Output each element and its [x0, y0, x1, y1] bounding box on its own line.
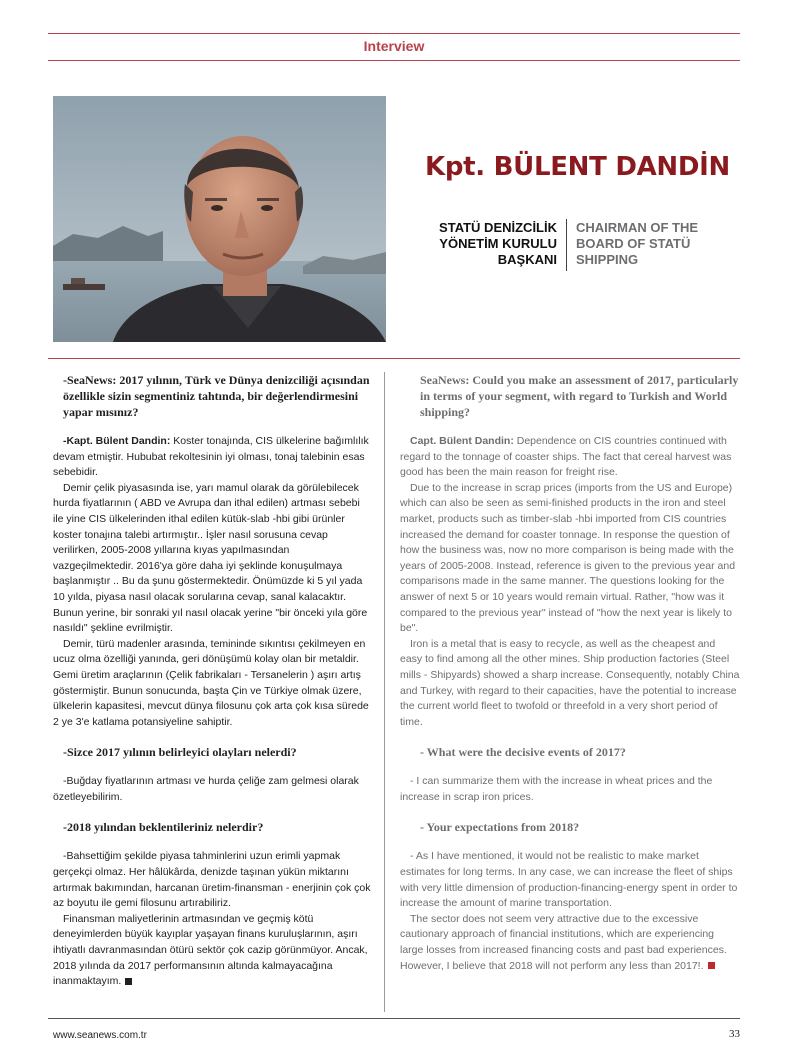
- answer-2-en: [400, 774, 740, 805]
- answer-1-tr: [53, 434, 371, 730]
- answer-paragraph: - I can summarize them with the increase in wheat prices and the increase in scrap iron prices.: [400, 775, 713, 803]
- interviewee-title-tr: [402, 220, 557, 268]
- title-tr-line: BAŞKANI: [497, 252, 557, 267]
- answer-1-en: [400, 434, 740, 730]
- page-number: 33: [729, 1028, 740, 1040]
- question-2-en: - What were the decisive events of 2017?: [420, 745, 626, 760]
- answer-text: Finansman maliyetlerinin artmasından ve geçmiş kötü deneyimlerden büyük kayıplar yaşayan finans kuruluşlarının, aşırı ihtiyatlı davranmasından ötürü sektör çok cazip görünmüyor. Ancak, 2018 yılında da 2017 performansının altında kalmayacağına inanmaktayım.: [53, 912, 368, 988]
- speaker-label: -Kapt. Bülent Dandin:: [63, 435, 171, 447]
- interviewee-name: Kpt. BÜLENT DANDİN: [425, 152, 731, 182]
- answer-paragraph: [53, 912, 371, 990]
- footer-url: www.seanews.com.tr: [53, 1030, 147, 1041]
- title-en-line: SHIPPING: [576, 252, 639, 267]
- title-en-line: CHAIRMAN OF THE: [576, 220, 699, 235]
- question-1-tr: -SeaNews: 2017 yılının, Türk ve Dünya denizciliği açısından özellikle sizin segmentiniz tahtında, bir değerlendirmesini yapar mısınız?: [63, 373, 370, 419]
- answer-paragraph: Demir, türü madenler arasında, temininde sıkıntısı çekilmeyen en ucuz olma özelliği yanında, geri dönüşümü kolay olan bir metaldir. Gemi üretim araçlarının (Çelik fabrikaları - Tersanelerin ) aşırı artış göstermiştir. Bunun sonucunda, başta Çin ve Türkiye olmak üzere, ülkelerin kapasitesi, mevcut dünya filosunu çok arta çok kısa sürede 2 ye 3'e katlama potansiyeline sahiptir.: [53, 637, 369, 728]
- answer-3-en: [400, 849, 740, 974]
- header-bottom-rule: [48, 60, 740, 61]
- question-3-tr: -2018 yılından beklentileriniz nelerdir?: [63, 820, 264, 835]
- footer-rule: [48, 1018, 740, 1019]
- portrait-photo: [53, 96, 386, 342]
- header-top-rule: [48, 33, 740, 34]
- end-mark-icon: [708, 962, 715, 969]
- turkish-column: [53, 372, 371, 1004]
- answer-paragraph: -Buğday fiyatlarının artması ve hurda çeliğe zam gelmesi olarak özetleyebilirim.: [53, 775, 359, 803]
- end-mark-icon: [125, 978, 132, 985]
- answer-paragraph: Demir çelik piyasasında ise, yarı mamul olarak da görülebilecek hurda fiyatlarının ( ABD ve Avrupa dan ithal edilen) artması sebebi ile yine CIS ülkelerinden ithal edilen kütük-slab -hbi gibi ürünler koster tonajına talebi artırmıştır.. İşler nasıl sorusuna cevap verilirken, 2005-2008 yıllarına kıyas yapılmasından vazgeçilmektedir. 2016'ya göre daha iyi şeklinde konuşulmaya başlanmıştır .. Bu da şunu göstermektedir. Önümüzde ki 5 yıl yada 10 yılda, piyasa nasıl olacak sorularına cevap, sanal kalacaktır. Bunun yerine, bir sonraki yıl nasıl olacak yerine "bir önceki yıla göre nasıldı" şekline evrilmiştir.: [53, 481, 368, 635]
- speaker-label: Capt. Bülent Dandin:: [410, 435, 514, 447]
- content-top-rule: [48, 358, 740, 359]
- answer-text: The sector does not seem very attractive due to the excessive cautionary approach of financial institutions, which are experiencing large losses from increased financing costs and past bad experiences. However, I believe that 2018 will not perform any less than 2017!.: [400, 912, 727, 972]
- question-2-tr: -Sizce 2017 yılının belirleyici olayları nelerdi?: [63, 745, 297, 760]
- answer-paragraph: Iron is a metal that is easy to recycle, as well as the cheapest and easy to find among all the other mines. Ship production factories (Steel mills - Shipyards) showed a sharp increase. Consequently, notably China and Turkey, with regard to their capacities, have the potential to increase the current world fleet to twofold or threefold in a very short period of time.: [400, 637, 740, 728]
- question-3-en: - Your expectations from 2018?: [420, 820, 580, 835]
- column-divider: [384, 372, 385, 1012]
- answer-paragraph: - As I have mentioned, it would not be realistic to make market estimates for long terms. In any case, we can increase the fleet of ships with very little dimension of production-financing-energy spent in order to increase the amount of marine transportation.: [400, 850, 738, 910]
- answer-paragraph: [53, 434, 371, 481]
- answer-paragraph: [400, 434, 740, 481]
- answer-paragraph: -Bahsettiğim şekilde piyasa tahminlerini uzun erimli yapmak gerçekçi olmaz. Her hâlükârda, denizde taşınan yükün miktarını artırmak bakımından, harcanan üretim-finansman - enerjinin çok çok az boyutu ile gemi filosunu artırabiliriz.: [53, 850, 371, 910]
- title-tr-line: STATÜ DENİZCİLİK: [439, 220, 557, 235]
- answer-2-tr: [53, 774, 371, 805]
- answer-paragraph: Due to the increase in scrap prices (imports from the US and Europe) which can also be seen as semi-finished products in the iron and steel market, products such as timber-slab -hbi imported from CIS countries increased the demand for coaster tonnage. In response the question of how the business was, now no more comparison is being made with the years of 2005-2008. Instead, reference is given to the previous year and comparisons made in the same manner. The questions looking for the answer of next 5 or 10 years would remain virtual. Rather, "how was it compared to the previous year" instead of "how the next year is likely to be".: [400, 481, 736, 635]
- english-column: [400, 372, 740, 988]
- interviewee-title-en: [576, 220, 756, 268]
- section-label: Interview: [363, 38, 425, 54]
- answer-text: Dependence on CIS countries continued with regard to the tonnage of coaster ships. The fact that cereal harvest was good has been the main reason for freight rise.: [400, 435, 732, 479]
- title-en-line: BOARD OF STATÜ: [576, 236, 691, 251]
- answer-3-tr: [53, 849, 371, 989]
- answer-paragraph: [400, 912, 740, 974]
- title-divider: [566, 219, 567, 271]
- question-1-en: SeaNews: Could you make an assessment of 2017, particularly in terms of your segment, with regard to Turkish and World shipping?: [420, 373, 739, 419]
- title-tr-line: YÖNETİM KURULU: [439, 236, 557, 251]
- answer-text: Koster tonajında, CIS ülkelerine bağımlılık devam etmiştir. Hububat rekoltesinin iyi olması, tonaj talebinin esas sebebidir.: [53, 435, 369, 479]
